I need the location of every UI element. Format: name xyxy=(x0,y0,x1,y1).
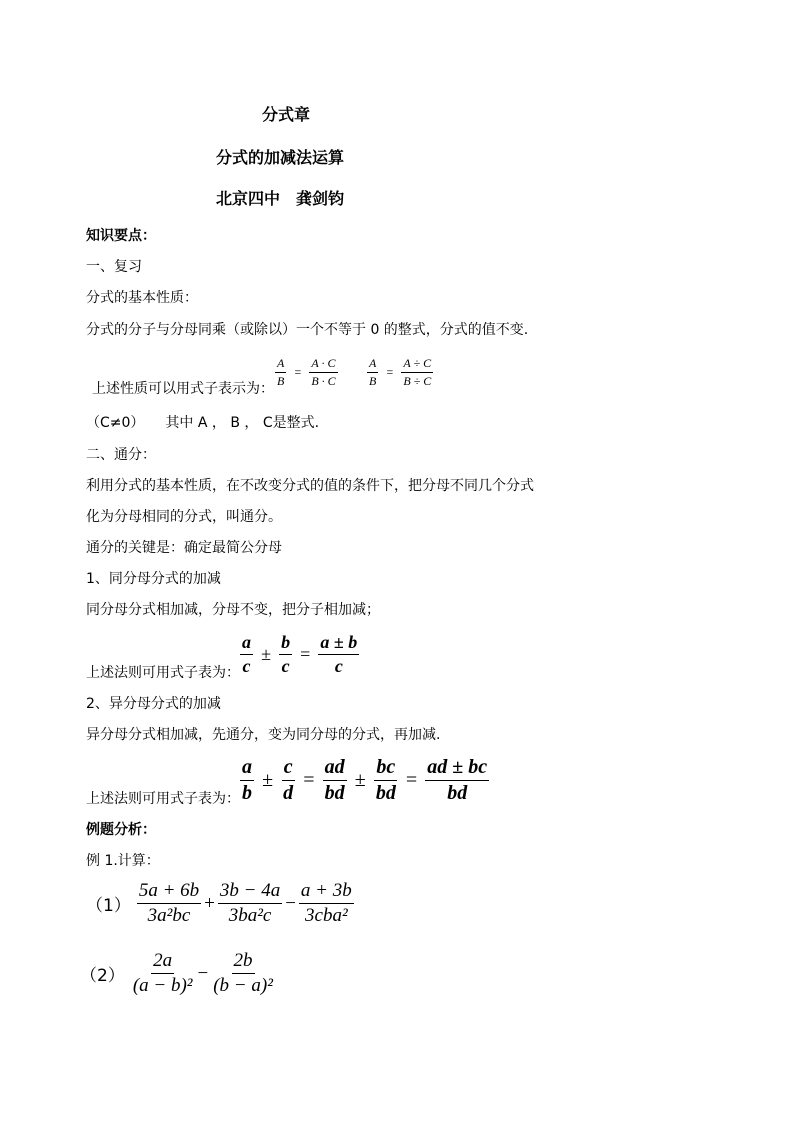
chapter-title: 分式章 xyxy=(262,105,311,124)
common-denominator-text-1: 利用分式的基本性质，在不改变分式的值的条件下，把分母不同几个分式 xyxy=(86,478,534,494)
problem-1 xyxy=(86,880,354,927)
fraction-numerator: ad xyxy=(323,756,347,781)
fraction-numerator: A · C xyxy=(309,356,337,373)
section-title: 分式的加减法运算 xyxy=(216,148,345,167)
diff-rule-label: 上述法则可用式子表为： xyxy=(86,791,240,807)
fraction-denominator: (a − b)² xyxy=(132,975,193,996)
diff-denominator-heading: 2、异分母分式的加减 xyxy=(86,696,221,712)
fraction-numerator: bc xyxy=(374,756,397,781)
example1-label: 例 1.计算： xyxy=(86,853,160,869)
fraction-denominator: B · C xyxy=(311,374,336,388)
fraction-denominator: bd xyxy=(375,782,396,804)
fraction-denominator: 3cba² xyxy=(305,905,348,926)
equals-operator: = xyxy=(300,644,311,664)
plus-operator: + xyxy=(204,892,215,914)
examples-heading: 例题分析： xyxy=(86,822,156,838)
problem-label: （2） xyxy=(80,966,125,986)
fraction-denominator: 3a²bc xyxy=(147,905,191,926)
plus-minus-operator: ± xyxy=(354,769,366,791)
minus-operator: − xyxy=(285,892,296,914)
common-denominator-heading: 二、通分： xyxy=(86,447,156,463)
property-formula-divide: $\frac{A}{B}$ = $\frac{A \div C}{B \div C}$ xyxy=(369,356,432,388)
key-of-common-denominator: 通分的关键是：确定最简公分母 xyxy=(86,540,282,556)
diff-denominator-rule: 异分母分式相加减，先通分，变为同分母的分式，再加减. xyxy=(86,727,441,743)
fraction-numerator: c xyxy=(282,756,295,781)
author-line: 北京四中 龚剑钧 xyxy=(216,189,345,208)
fraction-numerator: ad ± bc xyxy=(425,756,489,781)
fraction-denominator: c xyxy=(334,656,343,676)
fraction-numerator: A xyxy=(367,356,378,373)
basic-property-label: 分式的基本性质： xyxy=(86,290,198,306)
fraction-denominator: b xyxy=(242,782,252,804)
fraction-denominator: bd xyxy=(324,782,345,804)
problem-2 xyxy=(80,950,275,997)
fraction-numerator: b xyxy=(279,632,292,655)
minus-operator: − xyxy=(197,962,209,984)
fraction-denominator: B xyxy=(277,374,285,388)
fraction-numerator: A ÷ C xyxy=(401,356,433,373)
fraction-denominator: c xyxy=(281,656,290,676)
same-denominator-heading: 1、同分母分式的加减 xyxy=(86,571,221,587)
fraction-numerator: A xyxy=(275,356,286,373)
diff-rule-formula: $\frac{a}{b}$ ± $\frac{c}{d}$ = $\frac{ad}{bd}$ ± $\frac{bc}{bd}$ = $\frac{ad \pm bc}{bd}$ xyxy=(242,756,488,804)
fraction-numerator: a + 3b xyxy=(299,880,354,904)
same-rule-formula xyxy=(240,632,359,677)
fraction-denominator: B ÷ C xyxy=(403,374,432,388)
plus-minus-operator: ± xyxy=(262,769,274,791)
fraction-numerator: a ± b xyxy=(318,632,359,655)
fraction-numerator: 3b − 4a xyxy=(218,880,282,904)
plus-minus-operator: ± xyxy=(261,644,271,664)
review-heading: 一、复习 xyxy=(86,259,142,275)
fraction-denominator: c xyxy=(242,656,251,676)
problem-label: （1） xyxy=(86,896,131,916)
fraction-numerator: 2a xyxy=(151,950,174,974)
fraction-numerator: 2b xyxy=(232,950,255,974)
common-denominator-text-2: 化为分母相同的分式，叫通分。 xyxy=(86,509,282,525)
fraction-denominator: d xyxy=(283,782,294,804)
same-denominator-rule: 同分母分式相加减，分母不变，把分子相加减； xyxy=(86,602,380,618)
fraction-denominator: B xyxy=(369,374,377,388)
fraction-denominator: (b − a)² xyxy=(213,975,273,996)
condition-text: （C≠0） 其中 A ， B ， C是整式. xyxy=(86,415,320,431)
fraction-denominator: 3ba²c xyxy=(228,905,272,926)
same-rule-label: 上述法则可用式子表为： xyxy=(86,665,240,681)
property-formula-label: 上述性质可以用式子表示为： xyxy=(92,381,274,397)
fraction-numerator: 5a + 6b xyxy=(137,880,201,904)
fraction-numerator: a xyxy=(240,756,254,781)
property-formula-multiply: $\frac{A}{B}$ = $\frac{A \cdot C}{B \cdot C}$ xyxy=(277,356,336,388)
basic-property-text: 分式的分子与分母同乘（或除以）一个不等于 0 的整式，分式的值不变. xyxy=(86,322,529,338)
fraction-denominator: bd xyxy=(447,782,468,804)
fraction-numerator: a xyxy=(240,632,253,655)
key-points-heading: 知识要点： xyxy=(86,228,156,244)
